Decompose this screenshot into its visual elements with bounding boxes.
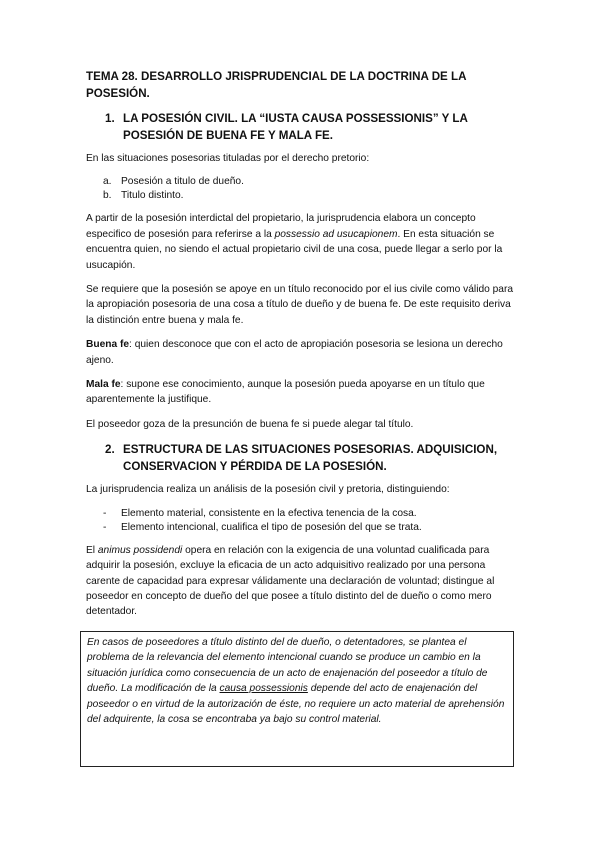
buena-fe-label: Buena fe <box>86 339 130 351</box>
paragraph-text: A partir de la posesión interdictal del propietario, la jurisprudencia elabora un concepto especifico de posesión para referirse a la <box>86 213 476 240</box>
section-1-list <box>86 175 516 203</box>
list-marker: b. <box>103 190 112 202</box>
list-marker: a. <box>103 176 112 188</box>
emphasis-text: possessio ad usucapionem <box>274 228 398 240</box>
list-item-text: Elemento material, consistente en la efectiva tenencia de la cosa. <box>121 507 417 519</box>
list-marker: - <box>103 507 107 519</box>
list-marker: - <box>103 521 107 533</box>
document-title: TEMA 28. DESARROLLO JRISPRUDENCIAL DE LA DOCTRINA DE LA POSESIÓN. <box>86 70 467 100</box>
list-item-text: Elemento intencional, cualifica el tipo de posesión del que se trata. <box>121 521 422 533</box>
list-item <box>86 521 516 535</box>
section-1-intro: En las situaciones posesorias tituladas por el derecho pretorio: <box>86 153 370 164</box>
boxed-note <box>80 631 514 767</box>
list-item <box>86 189 516 203</box>
list-item <box>86 175 516 189</box>
paragraph-text: . En esta situación se encuentra quien, no siendo el actual propietario civil de una cosa, puede llegar a serlo por la usucapión. <box>86 228 503 271</box>
note-text: En casos de poseedores a título distinto del de dueño, o detentadores, se plantea el problema de la relevancia del elemento intencional cuando se produce un cambio en la situación jurídica como consecuencia de un acto de enajenación del poseedor a título de dueño. La modificación de la <box>87 637 488 695</box>
section-2-list <box>86 507 516 535</box>
section-2-number: 2. <box>105 443 115 457</box>
list-item-text: Posesión a titulo de dueño. <box>121 176 244 188</box>
section-1-paragraph-2: Se requiere que la posesión se apoye en un título reconocido por el ius civile como válido para la apropiación posesoria de una cosa a título de dueño y de buena fe. De este requisito deriva la distinción entre buena y mala fe. <box>86 284 514 326</box>
note-underlined-text: causa possessionis <box>219 683 308 695</box>
section-2-heading <box>105 441 516 475</box>
paragraph-text: opera en relación con la exigencia de una voluntad cualificada para adquirir la posesión, excluye la eficacia de un acto adquisitivo realizado por una persona carente de capacidad para expresar válidamente una declaración de voluntad; distingue al poseedor en concepto de dueño del que posee a título distinto del de dueño o como mero detentador. <box>86 544 495 618</box>
buena-fe-text: : quien desconoce que con el acto de apropiación posesoria se lesiona un derecho ajeno. <box>86 339 503 366</box>
section-1-paragraph-3: El poseedor goza de la presunción de buena fe si puede alegar tal título. <box>86 418 414 430</box>
mala-fe-definition <box>86 377 516 408</box>
document-page <box>86 68 516 629</box>
section-1-number: 1. <box>105 112 115 125</box>
mala-fe-label: Mala fe <box>86 379 121 391</box>
section-1-heading-text: LA POSESIÓN CIVIL. LA “IUSTA CAUSA POSSESSIONIS” Y LA POSESIÓN DE BUENA FE Y MALA FE. <box>123 112 468 142</box>
paragraph-text: El <box>86 544 98 556</box>
section-2-intro: La jurisprudencia realiza un análisis de la posesión civil y pretoria, distinguiendo: <box>86 484 450 496</box>
section-2-heading-text: ESTRUCTURA DE LAS SITUACIONES POSESORIAS. ADQUISICION, CONSERVACION Y PÉRDIDA DE LA POSESIÓN. <box>123 443 498 474</box>
buena-fe-definition <box>86 337 516 368</box>
list-item <box>86 507 516 521</box>
mala-fe-text: : supone ese conocimiento, aunque la posesión pueda apoyarse en un título que aparentemente la justifique. <box>86 379 485 406</box>
note-text: depende del acto de enajenación del poseedor o en virtud de la autorización de éste, no requiere un acto material de aprehensión del adquirente, la cosa se encontraba ya bajo su control material. <box>87 683 505 726</box>
section-2-paragraph-1 <box>86 543 516 620</box>
list-item-text: Titulo distinto. <box>121 190 184 202</box>
emphasis-text: animus possidendi <box>97 544 183 556</box>
section-1-heading <box>105 110 516 144</box>
section-1-paragraph-1 <box>86 211 516 273</box>
